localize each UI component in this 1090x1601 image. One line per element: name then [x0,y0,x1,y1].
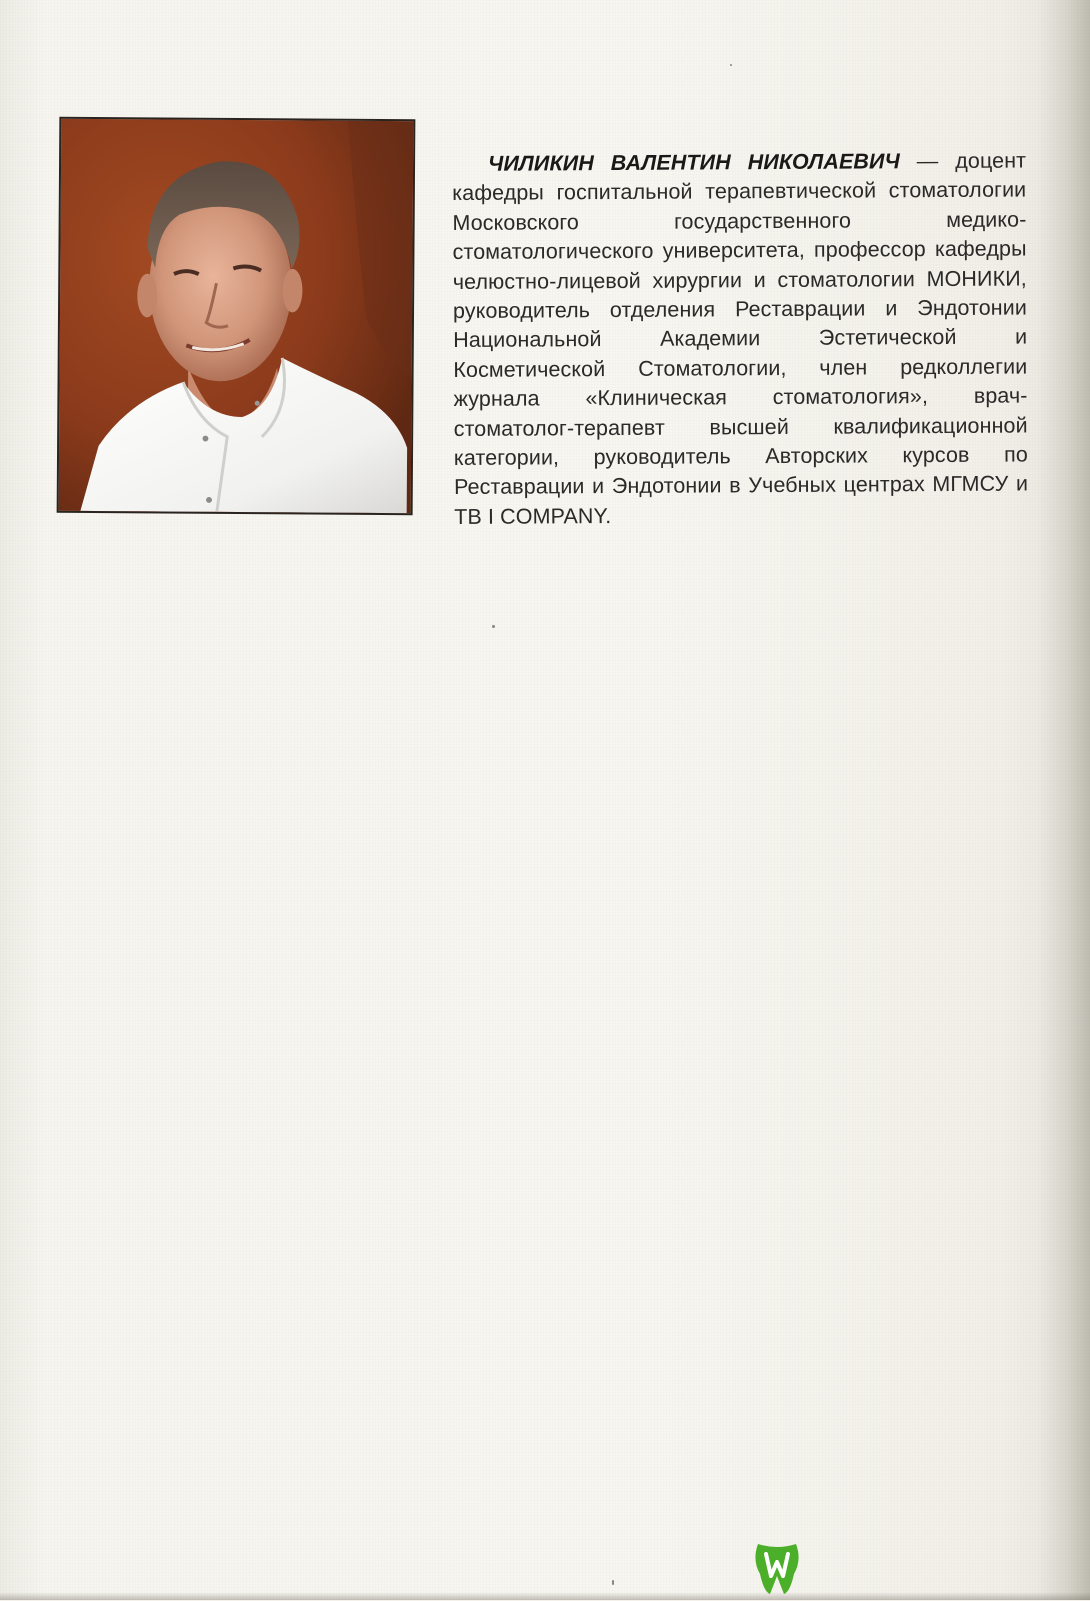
page-bottom-shadow [0,1592,1090,1600]
bio-dash: — [899,148,956,173]
author-name: ЧИЛИКИН ВАЛЕНТИН НИКОЛАЕВИЧ [488,148,900,176]
author-bio [452,146,1028,532]
paper-speck [612,1580,614,1585]
tooth-logo-icon [752,1540,802,1596]
bio-text: доцент кафедры госпитальной терапевтической стоматологии Московского государственного медико-стоматологического университета, профессор кафедры челюстно-лицевой хирургии и стоматологии МОНИКИ, руководитель отделения Реставрации и Эндотонии Национальной Академии Эстетической и Косметической Стоматологии, член редколлегии журнала «Клиническая стоматология», врач-стоматолог-терапевт высшей квалификационной категории, руководитель Авторских курсов по Реставрации и Эндотонии в Учебных центрах МГМСУ и ТВ I COMPANY. [452,147,1029,529]
author-photo [57,117,416,515]
page-edge-shadow [1038,0,1090,1600]
paper-speck [492,625,495,628]
paper-speck [730,64,732,66]
author-portrait-image [59,119,414,513]
